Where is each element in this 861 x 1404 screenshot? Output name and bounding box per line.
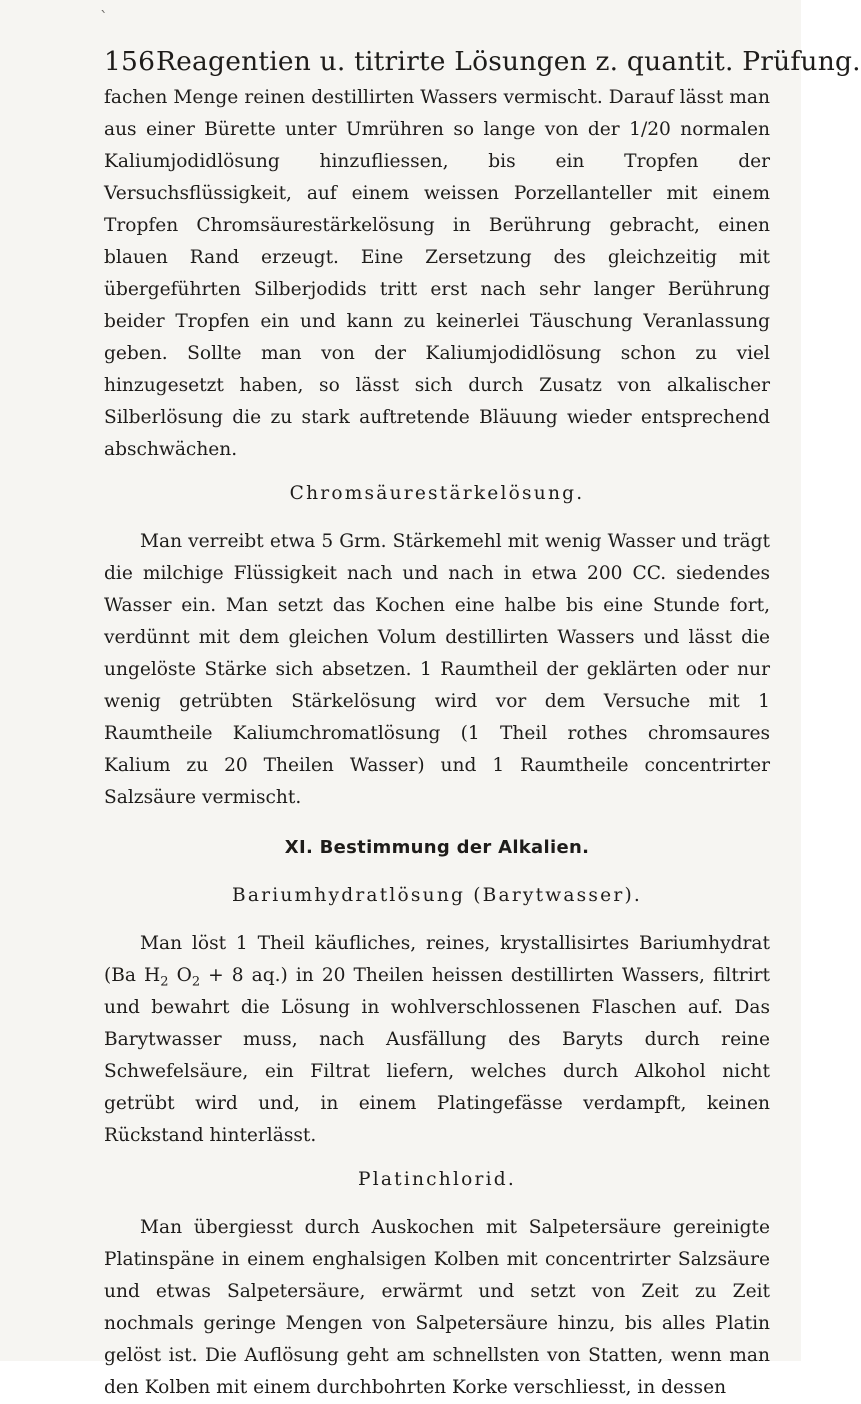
running-title: Reagentien u. titrirte Lösungen z. quantit. Prüfung.: [156, 46, 861, 77]
page-body: [104, 82, 771, 1398]
paragraph-staerkeloesung: Man verreibt etwa 5 Grm. Stärkemehl mit wenig Wasser und trägt die milchige Flüssigkeit nach und nach in etwa 200 CC. siedendes Wasser ein. Man setzt das Kochen eine halbe bis eine Stunde fort, verdünnt mit dem gleichen Volum destillirten Wassers und lässt die ungelöste Stärke sich absetzen. 1 Raumtheil der geklärten oder nur wenig getrübten Stärkelösung wird vor dem Versuche mit 1 Raumtheile Kaliumchromatlösung (1 Theil rothes chromsaures Kalium zu 20 Theilen Wasser) und 1 Raumtheile concentrirter Salzsäure vermischt.: [104, 531, 770, 808]
subscript-o: 2: [191, 974, 201, 990]
page-number: 156: [104, 46, 156, 77]
subscript-h: 2: [160, 974, 169, 990]
paragraph-platinchlorid: Man übergiesst durch Auskochen mit Salpetersäure gereinigte Platinspäne in einem enghalsigen Kolben mit concentrirter Salzsäure und etwas Salpetersäure, erwärmt und setzt von Zeit zu Zeit nochmals geringe Mengen von Salpetersäure hinzu, bis alles Platin gelöst ist. Die Auflösung geht am schnellsten von Statten, wenn man den Kolben mit einem durchbohrten Korke verschliesst, in dessen: [104, 1217, 770, 1398]
barytwasser-text-b: O: [168, 965, 192, 986]
paragraph-barytwasser: [104, 928, 770, 1152]
margin-mark: ˋ: [100, 8, 108, 27]
paragraph-continued: fachen Menge reinen destillirten Wassers vermischt. Darauf lässt man aus einer Bürette unter Umrühren so lange von der 1/20 normalen Kaliumjodidlösung hinzufliessen, bis ein Tropfen der Versuchsflüssigkeit, auf einem weissen Porzellanteller mit einem Tropfen Chromsäurestärkelösung in Berührung gebracht, einen blauen Rand erzeugt. Eine Zersetzung des gleichzeitig mit übergeführten Silberjodids tritt erst nach sehr langer Berührung beider Tropfen ein und kann zu keinerlei Täuschung Veranlassung geben. Sollte man von der Kaliumjodidlösung schon zu viel hinzugesetzt haben, so lässt sich durch Zusatz von alkalischer Silberlösung die zu stark auftretende Bläuung wieder entsprechend abschwächen.: [104, 87, 770, 460]
subheading-barytwasser: Bariumhydratlösung (Barytwasser).: [231, 885, 643, 906]
subheading-chromsaeurestaerkeloesung: Chromsäurestärkelösung.: [289, 483, 585, 504]
barytwasser-text-a: Man löst 1 Theil käufliches, reines, krystallisirtes Bariumhydrat (Ba H: [104, 933, 770, 986]
section-heading-alkalien: XI. Bestimmung der Alkalien.: [284, 837, 590, 858]
subheading-platinchlorid: Platinchlorid.: [358, 1169, 516, 1190]
barytwasser-text-c: + 8 aq.) in 20 Theilen heissen destillirten Wassers, filtrirt und bewahrt die Lösung in wohlverschlossenen Flaschen auf. Das Barytwasser muss, nach Ausfällung des Baryts durch reine Schwefelsäure, ein Filtrat liefern, welches durch Alkohol nicht getrübt wird und, in einem Platingefässe verdampft, keinen Rückstand hinterlässt.: [104, 965, 771, 1146]
running-header: [104, 42, 861, 82]
